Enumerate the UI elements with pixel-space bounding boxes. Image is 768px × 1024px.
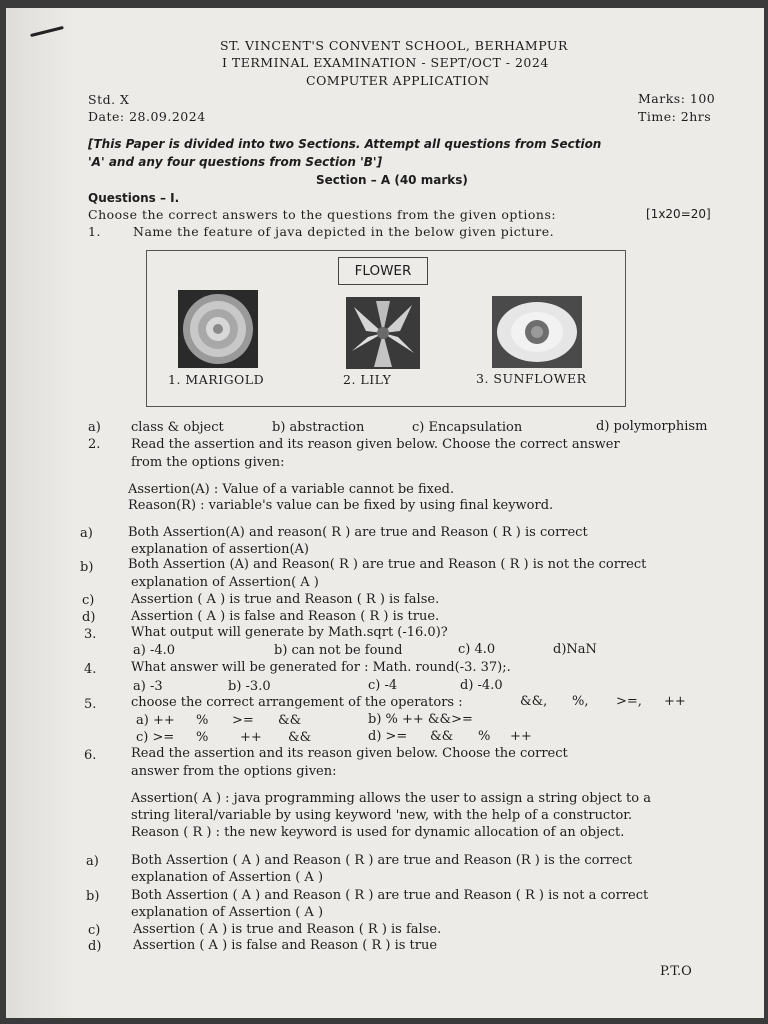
q6-option-b-2: explanation of Assertion ( A ) (131, 905, 324, 920)
q6-assertion-2: string literal/variable by using keyword 'new, with the help of a constructor. (131, 808, 633, 823)
q5-option-a-2: % (196, 713, 209, 728)
q5-option-d-3: % (478, 729, 491, 744)
section-heading: Section – A (40 marks) (316, 173, 468, 187)
subject-name: COMPUTER APPLICATION (306, 73, 490, 88)
q1-option-c: c) Encapsulation (412, 420, 523, 435)
q1-option-d: d) polymorphism (596, 419, 708, 434)
q5-option-c-4: && (288, 730, 312, 745)
q2-option-b-1: Both Assertion (A) and Reason( R ) are true and Reason ( R ) is not the correct (128, 557, 647, 572)
q1-number: 1. (88, 224, 101, 239)
q1-option-a: class & object (131, 420, 224, 435)
flower-label-sunflower: 3. SUNFLOWER (476, 371, 587, 386)
q5-option-a-4: && (278, 713, 302, 728)
marigold-image (178, 290, 258, 368)
q2-option-d: Assertion ( A ) is false and Reason ( R ) is true. (131, 609, 440, 624)
q5-operator-4: ++ (664, 694, 686, 709)
q5-option-b: b) % ++ &&>= (368, 712, 473, 727)
q6-option-a-1: Both Assertion ( A ) and Reason ( R ) are true and Reason (R ) is the correct (131, 853, 633, 868)
q5-operator-1: &&, (520, 694, 548, 709)
q5-option-c-1: c) >= (136, 730, 175, 745)
q6-number: 6. (84, 748, 97, 763)
q5-operator-3: >=, (616, 694, 642, 709)
exam-name: I TERMINAL EXAMINATION - SEPT/OCT - 2024 (222, 55, 549, 70)
q4-number: 4. (84, 662, 97, 677)
q6-reason: Reason ( R ) : the new keyword is used for dynamic allocation of an object. (131, 825, 625, 840)
q4-option-d: d) -4.0 (460, 678, 503, 693)
q5-option-d-4: ++ (510, 729, 532, 744)
q2-option-a-2: explanation of assertion(A) (131, 542, 309, 557)
q2-option-c: Assertion ( A ) is true and Reason ( R ) is false. (131, 592, 440, 607)
q3-text: What output will generate by Math.sqrt (-16.0)? (131, 625, 448, 640)
questions-heading: Questions – I. (88, 191, 180, 205)
q6-line-2: answer from the options given: (131, 764, 337, 779)
q6-label-a: a) (86, 854, 99, 869)
date-label: Date: 28.09.2024 (88, 109, 206, 124)
q4-option-a: a) -3 (133, 679, 163, 694)
q5-option-d-1: d) >= (368, 729, 408, 744)
q6-option-b-1: Both Assertion ( A ) and Reason ( R ) are true and Reason ( R ) is not a correct (131, 888, 649, 903)
q5-text: choose the correct arrangement of the operators : (131, 695, 463, 710)
q6-label-b: b) (86, 889, 100, 904)
q1-option-label-a: a) (88, 420, 101, 435)
q5-option-d-2: && (430, 729, 454, 744)
q6-line-1: Read the assertion and its reason given below. Choose the correct (131, 746, 568, 761)
q6-label-d: d) (88, 939, 102, 954)
q6-option-a-2: explanation of Assertion ( A ) (131, 870, 324, 885)
q5-option-c-2: % (196, 730, 209, 745)
q2-label-a: a) (80, 526, 93, 541)
q3-option-b: b) can not be found (274, 643, 403, 658)
q4-option-c: c) -4 (368, 678, 398, 693)
q5-option-a-1: a) ++ (136, 713, 175, 728)
q6-option-d: Assertion ( A ) is false and Reason ( R ) is true (133, 938, 438, 953)
q3-number: 3. (84, 627, 97, 642)
pto-label: P.T.O (660, 964, 692, 979)
q2-assertion: Assertion(A) : Value of a variable cannot be fixed. (128, 482, 455, 497)
q6-assertion-1: Assertion( A ) : java programming allows the user to assign a string object to a (131, 791, 651, 806)
std-label: Std. X (88, 92, 130, 107)
sunflower-image (492, 296, 582, 368)
instruction-line-1: [This Paper is divided into two Sections. Attempt all questions from Section (88, 137, 602, 151)
q2-option-b-2: explanation of Assertion( A ) (131, 575, 319, 590)
lily-image (346, 297, 420, 369)
time-label: Time: 2hrs (638, 109, 712, 124)
figure-title: FLOWER (338, 257, 428, 285)
marks-label: Marks: 100 (638, 91, 716, 106)
q5-number: 5. (84, 697, 97, 712)
q2-label-b: b) (80, 560, 94, 575)
section-marks: [1x20=20] (646, 207, 711, 221)
q2-line-1: Read the assertion and its reason given below. Choose the correct answer (131, 437, 620, 452)
q6-label-c: c) (88, 923, 101, 938)
flower-label-lily: 2. LILY (343, 372, 392, 387)
school-name: ST. VINCENT'S CONVENT SCHOOL, BERHAMPUR (220, 38, 568, 53)
flower-label-marigold: 1. MARIGOLD (168, 372, 265, 387)
page-shadow (6, 8, 76, 1018)
q5-option-a-3: >= (232, 713, 254, 728)
q4-text: What answer will be generated for : Math. round(-3. 37);. (131, 660, 511, 675)
q3-option-d: d)NaN (553, 642, 597, 657)
choose-instruction: Choose the correct answers to the questions from the given options: (88, 207, 557, 222)
q2-line-2: from the options given: (131, 455, 285, 470)
q4-option-b: b) -3.0 (228, 679, 271, 694)
q1-option-b: b) abstraction (272, 420, 365, 435)
q5-operator-2: %, (572, 694, 589, 709)
q2-reason: Reason(R) : variable's value can be fixed by using final keyword. (128, 498, 554, 513)
q3-option-c: c) 4.0 (458, 642, 496, 657)
instruction-line-2: 'A' and any four questions from Section 'B'] (88, 155, 383, 169)
q1-text: Name the feature of java depicted in the below given picture. (133, 224, 555, 239)
q2-option-a-1: Both Assertion(A) and reason( R ) are true and Reason ( R ) is correct (128, 525, 588, 540)
q2-number: 2. (88, 437, 101, 452)
q3-option-a: a) -4.0 (133, 643, 176, 658)
q2-label-d: d) (82, 610, 96, 625)
q6-option-c: Assertion ( A ) is true and Reason ( R ) is false. (133, 922, 442, 937)
q2-label-c: c) (82, 593, 95, 608)
q5-option-c-3: ++ (240, 730, 262, 745)
